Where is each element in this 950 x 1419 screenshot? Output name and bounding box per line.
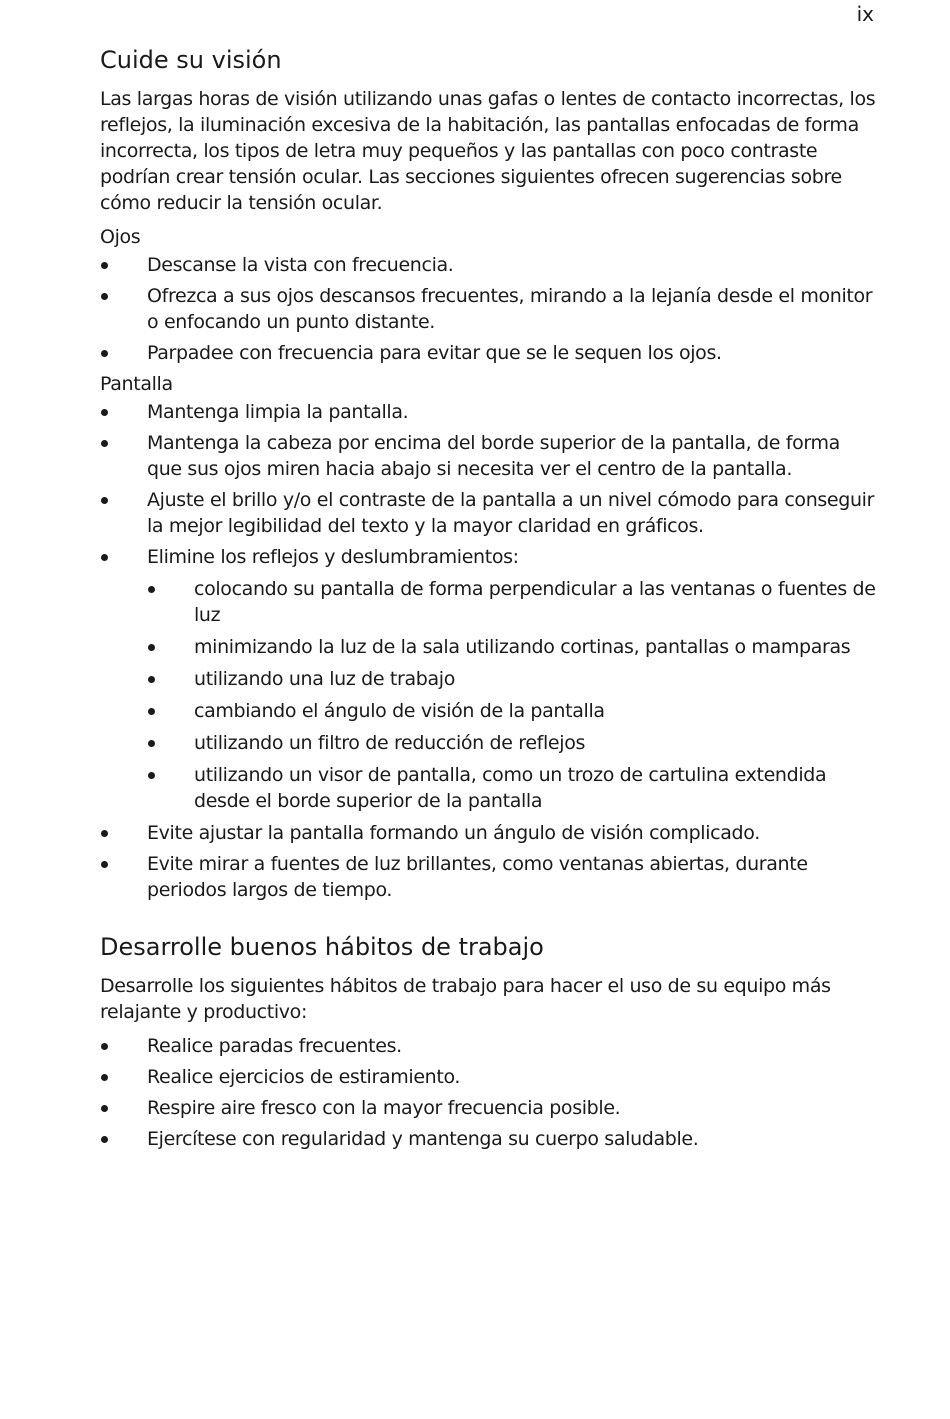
work-habits-intro: Desarrolle los siguientes hábitos de trabajo para hacer el uso de su equipo más relajante y productivo: — [100, 975, 831, 1023]
list-item: Evite ajustar la pantalla formando un ángulo de visión complicado. — [100, 820, 880, 846]
section-title-eye-care: Cuide su visión — [100, 46, 282, 74]
list-item: Ofrezca a sus ojos descansos frecuentes, mirando a la lejanía desde el monitor o enfocando un punto distante. — [100, 283, 880, 335]
list-item: Ejercítese con regularidad y mantenga su cuerpo saludable. — [100, 1126, 880, 1152]
eyes-list — [100, 252, 880, 366]
list-item: Mantenga la cabeza por encima del borde superior de la pantalla, de forma que sus ojos miren hacia abajo si necesita ver el centro de la pantalla. — [100, 430, 880, 482]
page-content — [100, 44, 880, 1157]
screen-list — [100, 399, 880, 903]
eyes-label: Ojos — [100, 226, 141, 248]
list-item-glare — [100, 544, 880, 814]
sublist-item: minimizando la luz de la sala utilizando cortinas, pantallas o mamparas — [147, 634, 880, 660]
list-item: Mantenga limpia la pantalla. — [100, 399, 880, 425]
list-item: Realice paradas frecuentes. — [100, 1033, 880, 1059]
eye-care-intro: Las largas horas de visión utilizando unas gafas o lentes de contacto incorrectas, los reflejos, la iluminación excesiva de la habitación, las pantallas enfocadas de forma incorrecta, los tipos de letra muy pequeños y las pantallas con poco contraste podrían crear tensión ocular. Las secciones siguientes ofrecen sugerencias sobre cómo reducir la tensión ocular. — [100, 88, 876, 214]
list-item: Realice ejercicios de estiramiento. — [100, 1064, 880, 1090]
list-item: Parpadee con frecuencia para evitar que se le sequen los ojos. — [100, 340, 880, 366]
list-item: Evite mirar a fuentes de luz brillantes, como ventanas abiertas, durante periodos largos de tiempo. — [100, 851, 880, 903]
list-item: Respire aire fresco con la mayor frecuencia posible. — [100, 1095, 880, 1121]
glare-item-label: Elimine los reflejos y deslumbramientos: — [147, 546, 519, 568]
sublist-item: utilizando una luz de trabajo — [147, 666, 880, 692]
screen-label: Pantalla — [100, 373, 173, 395]
section-title-work-habits: Desarrolle buenos hábitos de trabajo — [100, 933, 544, 961]
list-item: Descanse la vista con frecuencia. — [100, 252, 880, 278]
sublist-item: utilizando un filtro de reducción de reflejos — [147, 730, 880, 756]
sublist-item: cambiando el ángulo de visión de la pantalla — [147, 698, 880, 724]
page-number: ix — [856, 2, 874, 26]
glare-sublist — [147, 576, 880, 814]
sublist-item: utilizando un visor de pantalla, como un trozo de cartulina extendida desde el borde superior de la pantalla — [147, 762, 880, 814]
list-item: Ajuste el brillo y/o el contraste de la pantalla a un nivel cómodo para conseguir la mejor legibilidad del texto y la mayor claridad en gráficos. — [100, 487, 880, 539]
work-habits-list — [100, 1033, 880, 1152]
sublist-item: colocando su pantalla de forma perpendicular a las ventanas o fuentes de luz — [147, 576, 880, 628]
